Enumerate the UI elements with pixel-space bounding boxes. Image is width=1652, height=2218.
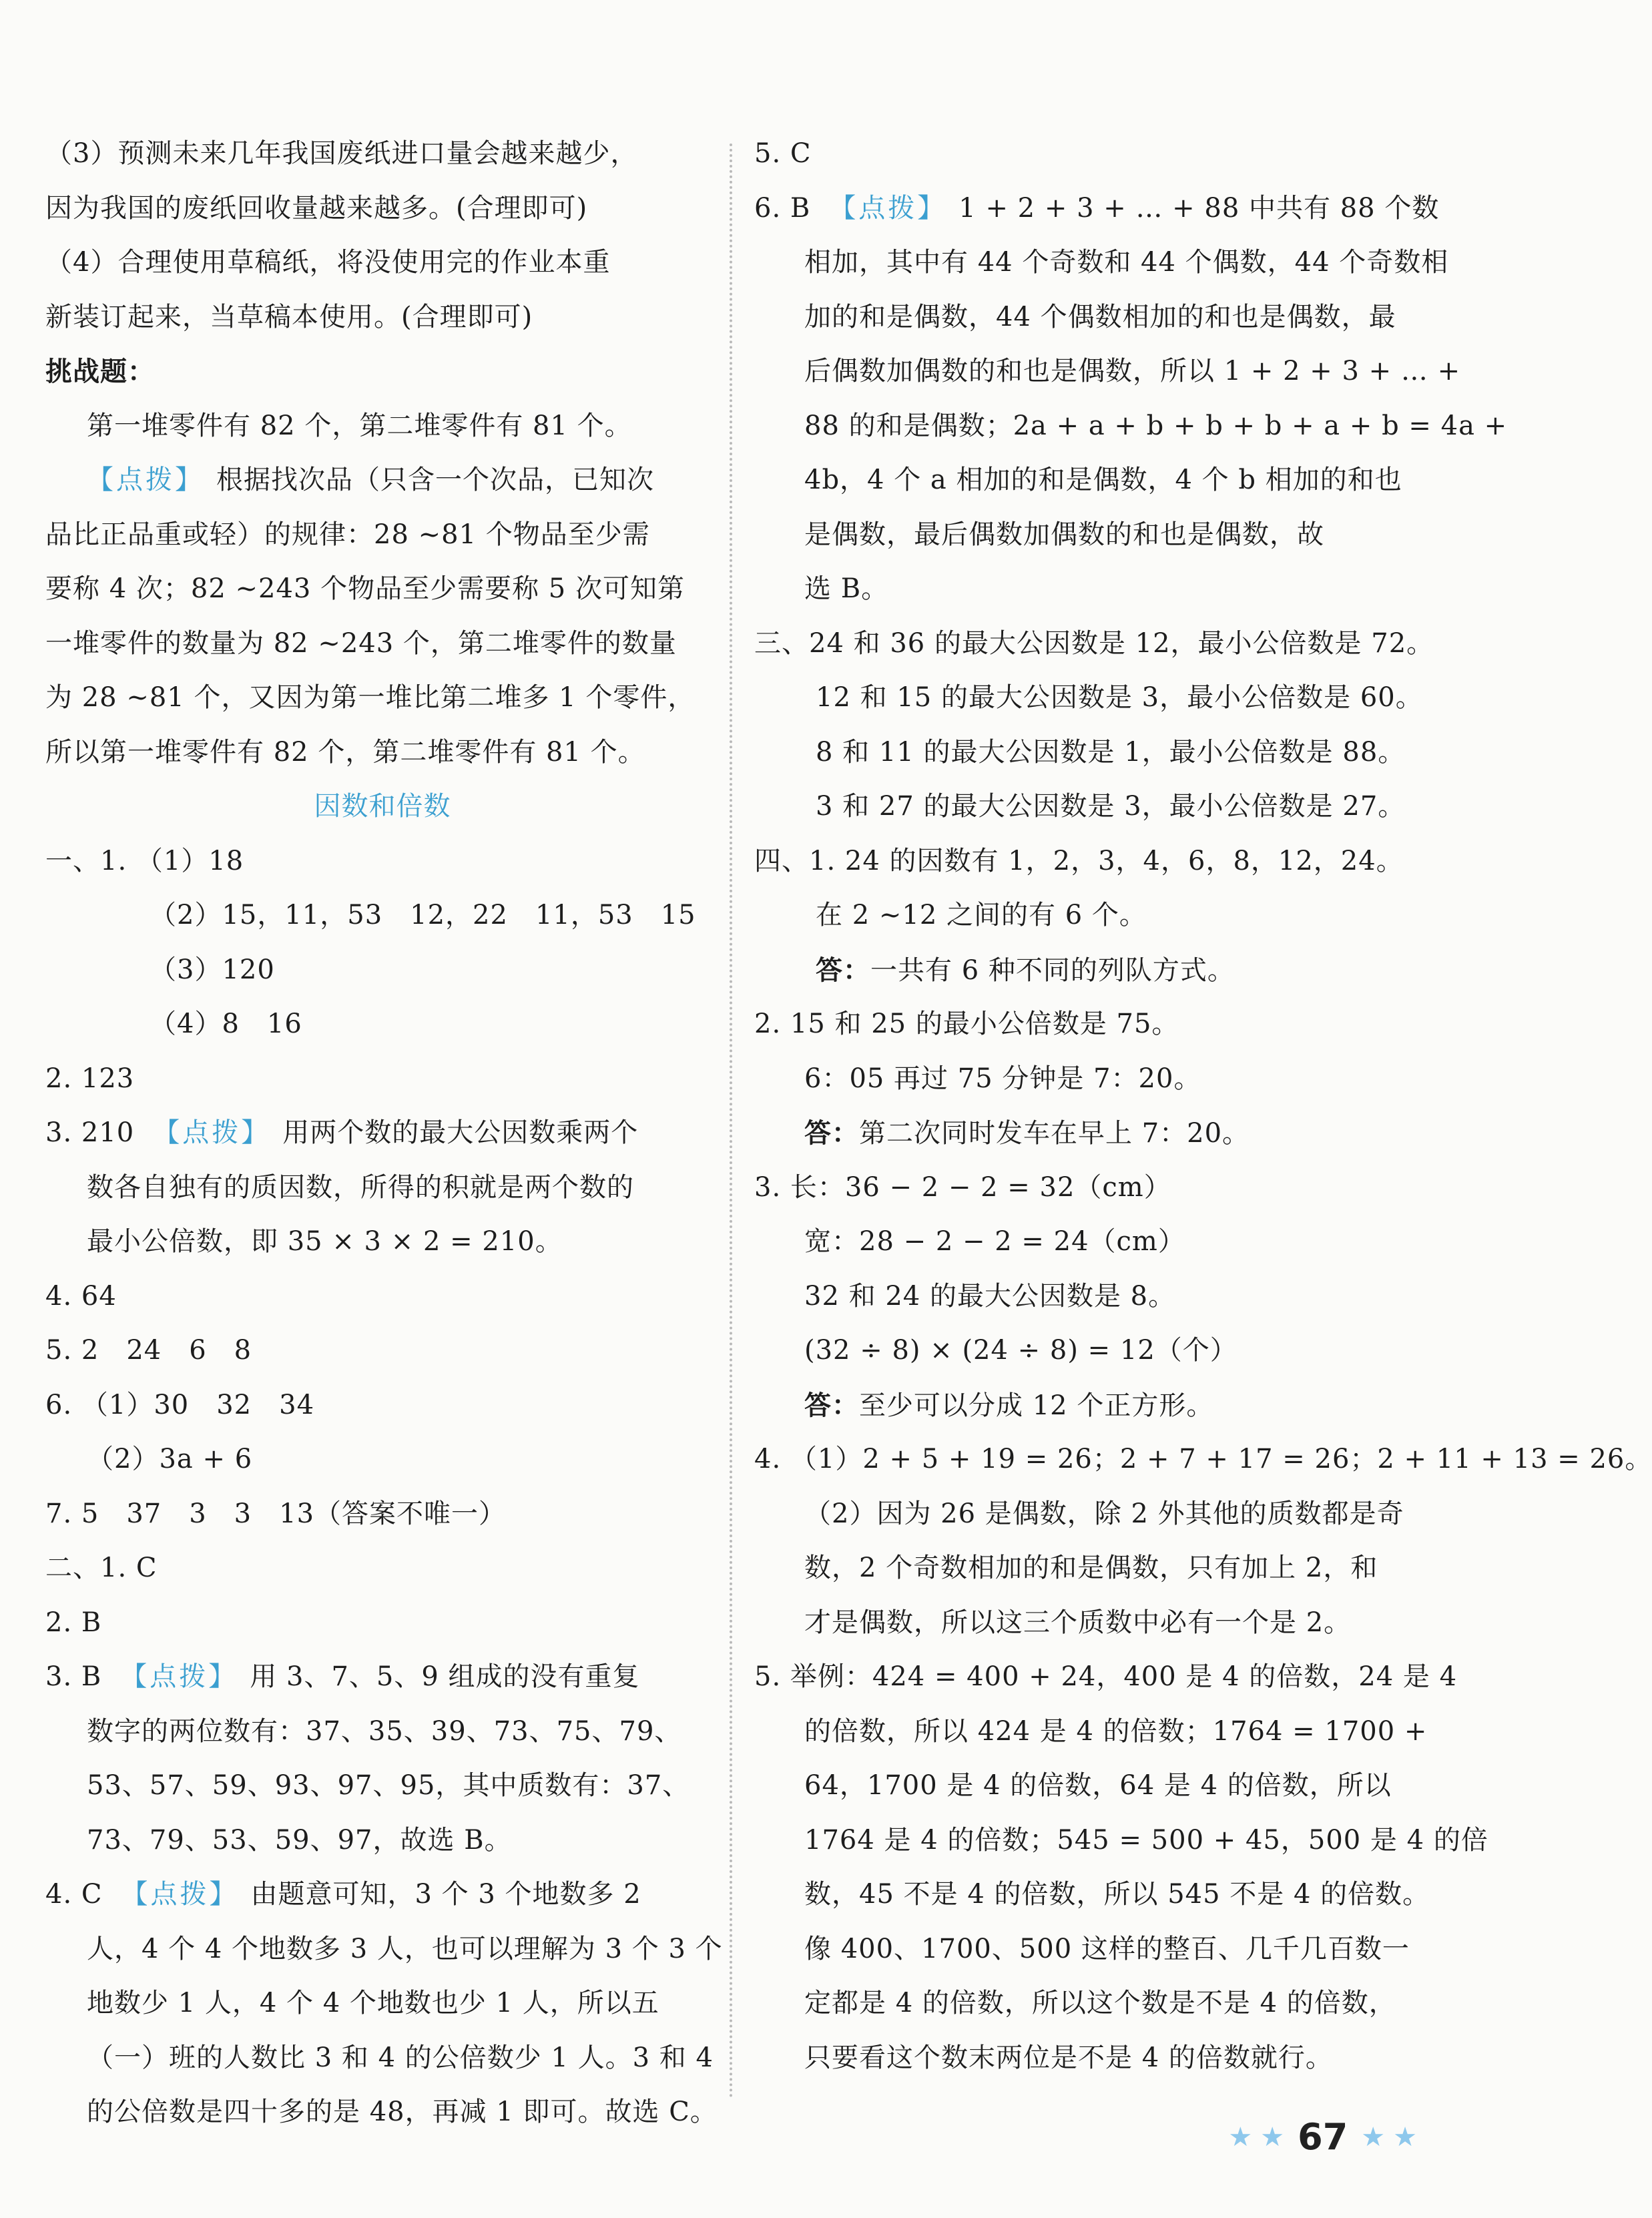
text-line: （2）因为 26 是偶数，除 2 外其他的质数都是奇 [804, 1498, 1404, 1529]
text-line: 数，45 不是 4 的倍数，所以 545 不是 4 的倍数。 [804, 1879, 1430, 1910]
answer-label: 答： [804, 1389, 859, 1421]
page-number: 67 [1298, 2116, 1348, 2158]
text-line: 5. C [754, 138, 812, 169]
text-line: (32 ÷ 8) × (24 ÷ 8) = 12（个） [804, 1335, 1237, 1366]
text-line: 为 28 ~81 个，又因为第一堆比第二堆多 1 个零件， [45, 682, 696, 713]
hint-label: 【点拨】 [87, 465, 204, 495]
text-line: 新装订起来，当草稿本使用。(合理即可) [45, 301, 533, 332]
text-line: 一堆零件的数量为 82 ~243 个，第二堆零件的数量 [45, 627, 677, 659]
text-line: 5. 2 24 6 8 [45, 1335, 252, 1366]
text-line: 3 和 27 的最大公因数是 3，最小公倍数是 27。 [816, 791, 1406, 822]
text-line: 数，2 个奇数相加的和是偶数，只有加上 2，和 [804, 1553, 1378, 1583]
text-line: 答：第二次同时发车在早上 7：20。 [804, 1117, 1250, 1149]
text-line: 64，1700 是 4 的倍数，64 是 4 的倍数，所以 [804, 1770, 1392, 1801]
text-line: 4. 64 [45, 1280, 117, 1312]
text-line: 所以第一堆零件有 82 个，第二堆零件有 81 个。 [45, 736, 645, 768]
star-icon: ★ [1228, 2121, 1253, 2153]
text-line: 1764 是 4 的倍数；545 = 500 + 45，500 是 4 的倍 [804, 1824, 1488, 1856]
text-line: 2. B [45, 1607, 102, 1638]
text-line: 地数少 1 人，4 个 4 个地数也少 1 人，所以五 [87, 1988, 659, 2018]
text-line: 2. 123 [45, 1063, 135, 1094]
text-line: 像 400、1700、500 这样的整百、几千几百数一 [804, 1933, 1410, 1964]
left-column [45, 127, 723, 2140]
text-line: 数各自独有的质因数，所得的积就是两个数的 [87, 1171, 634, 1203]
text-line: 的倍数，所以 424 是 4 的倍数；1764 = 1700 + [804, 1715, 1428, 1747]
column-divider [730, 144, 732, 2099]
text-line: 3. 210 【点拨】 用两个数的最大公因数乘两个 [45, 1117, 639, 1148]
challenge-heading: 挑战题： [45, 356, 155, 387]
text-line: 88 的和是偶数；2a + a + b + b + b + a + b = 4a + [804, 410, 1508, 441]
star-icon: ★ [1260, 2121, 1285, 2153]
text-line: （4）合理使用草稿纸，将没使用完的作业本重 [45, 247, 611, 278]
text-line: 4. C 【点拨】 由题意可知，3 个 3 个地数多 2 [45, 1879, 641, 1910]
text-line: 定都是 4 的倍数，所以这个数是不是 4 的倍数， [804, 1988, 1396, 2018]
text-line: 4b，4 个 a 相加的和是偶数，4 个 b 相加的和也 [804, 465, 1402, 495]
hint-label: 【点拨】 [120, 1661, 238, 1692]
text-line: 8 和 11 的最大公因数是 1，最小公倍数是 88。 [816, 736, 1406, 768]
text-line: 二、1. C [45, 1553, 158, 1583]
text-line: 12 和 15 的最大公因数是 3，最小公倍数是 60。 [816, 682, 1423, 713]
star-icon: ★ [1361, 2121, 1386, 2153]
hint-label: 【点拨】 [121, 1879, 239, 1910]
hint-label: 【点拨】 [829, 192, 947, 224]
star-icon: ★ [1393, 2121, 1417, 2153]
text-line: 6：05 再过 75 分钟是 7：20。 [804, 1063, 1201, 1094]
text-line: 73、79、53、59、97，故选 B。 [87, 1824, 512, 1856]
text-line: 四、1. 24 的因数有 1，2，3，4，6，8，12，24。 [754, 845, 1404, 876]
text-line: 品比正品重或轻）的规律：28 ~81 个物品至少需 [45, 519, 650, 550]
text-line: 才是偶数，所以这三个质数中必有一个是 2。 [804, 1607, 1352, 1638]
text-line: 3. 长：36 − 2 − 2 = 32（cm） [754, 1171, 1171, 1203]
text-line: （2）15，11，53 12，22 11，53 15 [150, 900, 696, 930]
text-line: 6. B 【点拨】 1 + 2 + 3 + … + 88 中共有 88 个数 [754, 192, 1440, 224]
text-line: 7. 5 37 3 3 13（答案不唯一） [45, 1498, 507, 1529]
text-line: 6. （1）30 32 34 [45, 1389, 315, 1420]
hint-label: 【点拨】 [153, 1117, 271, 1148]
text-line: 答：至少可以分成 12 个正方形。 [804, 1389, 1214, 1421]
text-line: 3. B 【点拨】 用 3、7、5、9 组成的没有重复 [45, 1661, 640, 1692]
text-line: 相加，其中有 44 个奇数和 44 个偶数，44 个奇数相 [804, 247, 1449, 278]
text-line: 三、24 和 36 的最大公因数是 12，最小公倍数是 72。 [754, 627, 1434, 659]
text-line: （一）班的人数比 3 和 4 的公倍数少 1 人。3 和 4 [87, 2042, 714, 2073]
text-line: 第一堆零件有 82 个，第二堆零件有 81 个。 [87, 410, 632, 441]
text-line: （4）8 16 [150, 1009, 302, 1039]
text-line: 5. 举例：424 = 400 + 24，400 是 4 的倍数，24 是 4 [754, 1661, 1458, 1692]
text-line: （3）预测未来几年我国废纸进口量会越来越少， [45, 138, 638, 169]
text-line: 4. （1）2 + 5 + 19 = 26；2 + 7 + 17 = 26；2 + 11 + 13 = 26。 [754, 1444, 1652, 1474]
section-title: 因数和倍数 [314, 791, 451, 822]
text-line: 后偶数加偶数的和也是偶数，所以 1 + 2 + 3 + … + [804, 356, 1461, 386]
answer-label: 答： [804, 1117, 859, 1149]
text-line: 人，4 个 4 个地数多 3 人，也可以理解为 3 个 3 个 [87, 1933, 723, 1964]
text-line: 53、57、59、93、97、95，其中质数有：37、 [87, 1770, 690, 1801]
text-line: 的公倍数是四十多的是 48，再减 1 即可。故选 C。 [87, 2097, 718, 2127]
text-line: 一、1. （1）18 [45, 845, 244, 876]
text-line: 要称 4 次；82 ~243 个物品至少需要称 5 次可知第 [45, 573, 685, 604]
text-line: （3）120 [150, 954, 275, 985]
text-line: 在 2 ~12 之间的有 6 个。 [816, 900, 1147, 930]
text-line: （2）3a + 6 [87, 1444, 253, 1474]
text-line: 数字的两位数有：37、35、39、73、75、79、 [87, 1715, 682, 1747]
text-line: 选 B。 [804, 573, 889, 604]
answer-label: 答： [816, 954, 870, 986]
text-line: 是偶数，最后偶数加偶数的和也是偶数，故 [804, 519, 1324, 550]
right-column [754, 127, 1652, 2085]
page-footer [1224, 2116, 1421, 2158]
text-line: 宽：28 − 2 − 2 = 24（cm） [804, 1226, 1185, 1257]
text-line: 答：一共有 6 种不同的列队方式。 [816, 954, 1235, 986]
text-line: 最小公倍数，即 35 × 3 × 2 = 210。 [87, 1226, 563, 1257]
text-line: 32 和 24 的最大公因数是 8。 [804, 1280, 1176, 1312]
text-line: 2. 15 和 25 的最小公倍数是 75。 [754, 1009, 1179, 1039]
text-line: 【点拨】 根据找次品（只含一个次品，已知次 [87, 465, 654, 495]
text-line: 加的和是偶数，44 个偶数相加的和也是偶数，最 [804, 301, 1396, 332]
text-line: 只要看这个数末两位是不是 4 的倍数就行。 [804, 2042, 1333, 2073]
text-line: 因为我国的废纸回收量越来越多。(合理即可) [45, 192, 588, 224]
